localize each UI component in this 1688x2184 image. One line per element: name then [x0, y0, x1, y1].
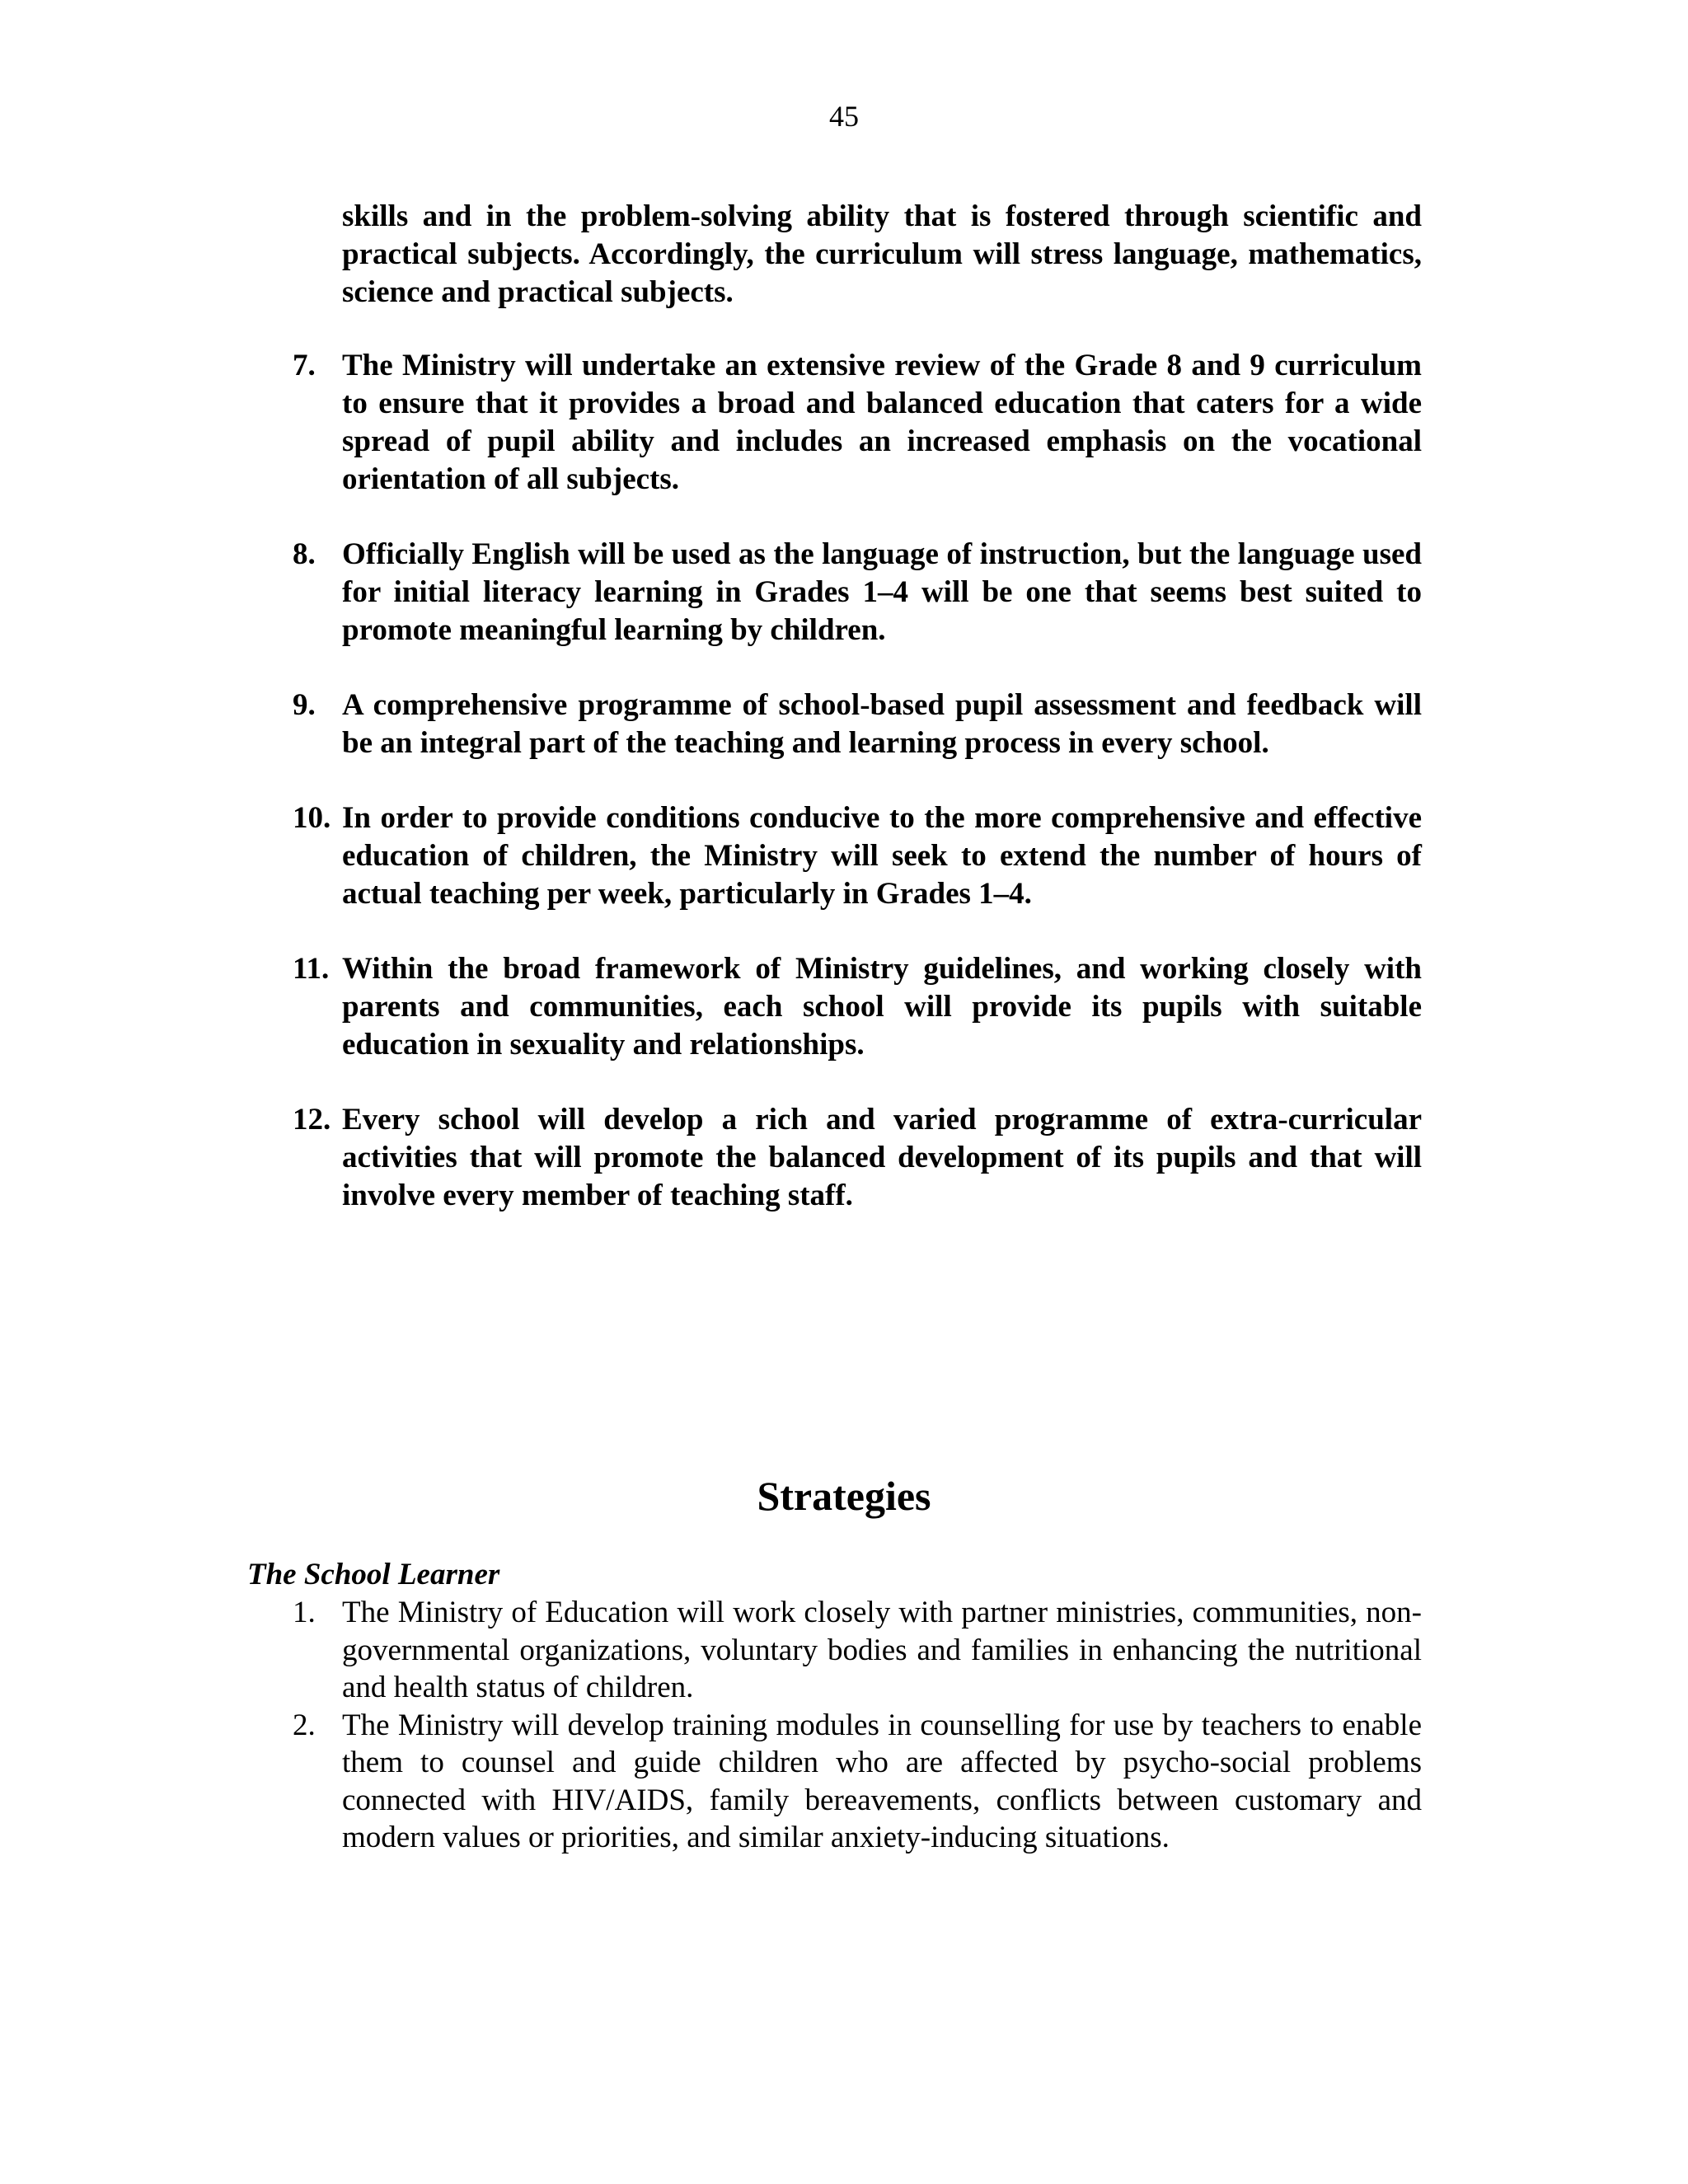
list-number: 1. — [293, 1596, 316, 1629]
page-number: 45 — [829, 100, 859, 133]
strategy-list — [293, 1594, 1422, 1857]
list-item-text: Every school will develop a rich and varied programme of extra-curricular activities that will promote the balanced development of its pupils and that will involve every member of teaching staff. — [342, 1103, 1422, 1212]
policy-item-7 — [293, 347, 1422, 499]
intro-paragraph: skills and in the problem-solving ability that is fostered through scientific and practical subjects. Accordingly, the curriculum will stress language, mathematics, science and practical subjects. — [342, 199, 1422, 309]
list-item-text: Within the broad framework of Ministry guidelines, and working closely with parents and communities, each school will provide its pupils with suitable education in sexuality and relationships. — [342, 952, 1422, 1062]
list-number: 8. — [293, 537, 316, 571]
intro-paragraph-block — [293, 198, 1422, 349]
list-item-text: In order to provide conditions conducive to the more comprehensive and effective education of children, the Ministry will seek to extend the number of hours of actual teaching per week, particularly in Grades 1–4. — [342, 801, 1422, 911]
list-number: 7. — [293, 349, 316, 382]
policy-item-12 — [293, 1101, 1422, 1215]
policy-list — [293, 347, 1422, 1252]
list-item-text: The Ministry will undertake an extensive review of the Grade 8 and 9 curriculum to ensure that it provides a broad and balanced education that caters for a wide spread of pupil ability and includes an increased emphasis on the vocational orientation of all subjects. — [342, 349, 1422, 496]
list-number: 9. — [293, 688, 316, 722]
list-number: 10. — [293, 801, 331, 835]
list-item-text: A comprehensive programme of school-based pupil assessment and feedback will be an integral part of the teaching and learning process in every school. — [342, 688, 1422, 760]
list-item-text: The Ministry will develop training modules in counselling for use by teachers to enable them to counsel and guide children who are affected by psycho-social problems connected with HIV/AIDS, family bereavements, conflicts between customary and modern values or priorities, and similar anxiety-inducing situations. — [342, 1708, 1422, 1854]
policy-item-10 — [293, 799, 1422, 913]
policy-item-8 — [293, 536, 1422, 649]
policy-item-9 — [293, 687, 1422, 762]
list-item-text: The Ministry of Education will work closely with partner ministries, communities, non-governmental organizations, voluntary bodies and families in enhancing the nutritional and health status of children. — [342, 1596, 1422, 1704]
strategy-item-1 — [293, 1594, 1422, 1707]
strategy-item-2 — [293, 1707, 1422, 1857]
list-number: 2. — [293, 1708, 316, 1742]
subsection-heading: The School Learner — [247, 1558, 500, 1591]
list-item-text: Officially English will be used as the language of instruction, but the language used for initial literacy learning in Grades 1–4 will be one that seems best suited to promote meaningful learning by children. — [342, 537, 1422, 647]
list-number: 12. — [293, 1103, 331, 1137]
list-number: 11. — [293, 952, 330, 986]
section-heading: Strategies — [757, 1473, 931, 1519]
policy-item-11 — [293, 950, 1422, 1064]
